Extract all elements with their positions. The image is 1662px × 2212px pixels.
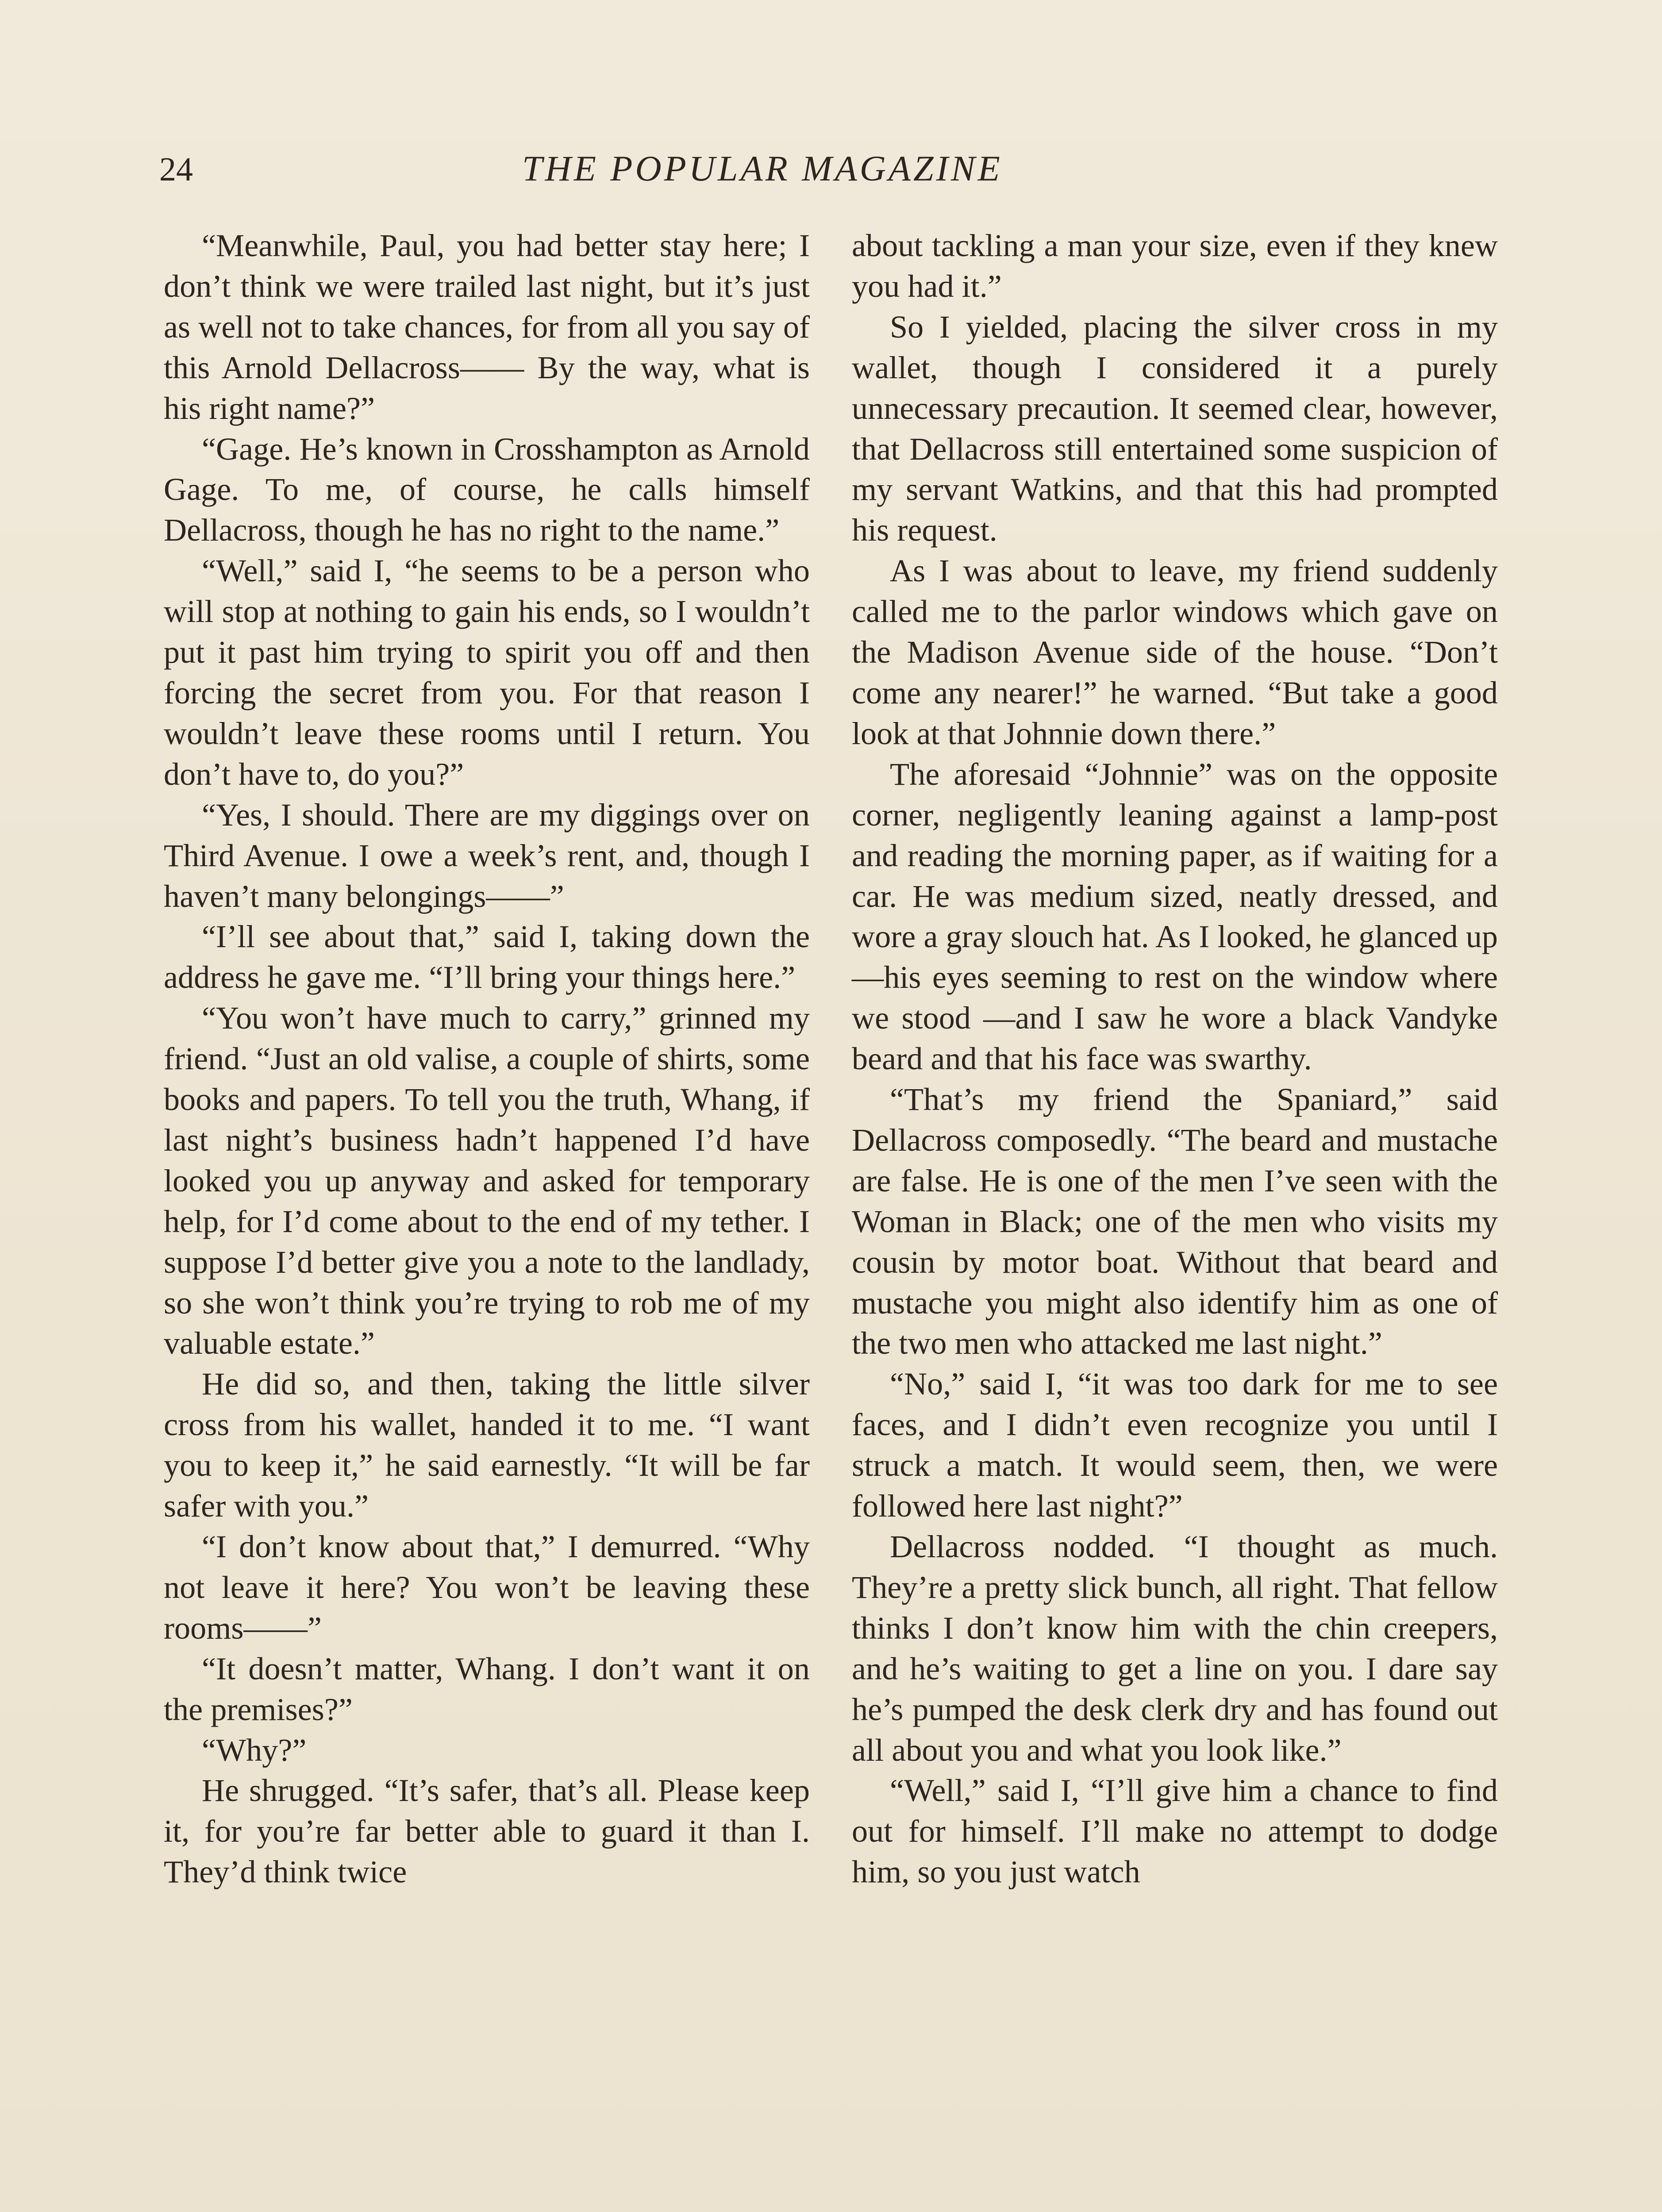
paragraph: “Meanwhile, Paul, you had better stay here; I don’t think we were trailed last night, but it’s just as well not to take chances, for from all you say of this Arnold Dellacross—— By the way, what is his right name?” [164, 228, 810, 426]
paragraph: “Why?” [202, 1732, 307, 1768]
continued-paragraph: about tackling a man your size, even if they knew you had it.” [852, 228, 1498, 304]
paragraph: The aforesaid “Johnnie” was on the opposite corner, negligently leaning against a lamp-post and reading the morning paper, as if waiting for a car. He was medium sized, neatly dressed, and wore a gray slouch hat. As I looked, he glanced up—his eyes seeming to rest on the window where we stood —and I saw he wore a black Vandyke beard and that his face was swarthy. [852, 756, 1498, 1077]
paragraph: So I yielded, placing the silver cross in my wallet, though I considered it a purely unnecessary precaution. It seemed clear, however, that Dellacross still entertained some suspicion of my servant Watkins, and that this had prompted his request. [852, 309, 1498, 548]
paragraph: “I don’t know about that,” I demurred. “Why not leave it here? You won’t be leaving these rooms——” [164, 1529, 810, 1646]
paragraph: “You won’t have much to carry,” grinned my friend. “Just an old valise, a couple of shirts, some books and papers. To tell you the truth, Whang, if last night’s business hadn’t happened I’d have looked you up anyway and asked for temporary help, for I’d come about to the end of my tether. I suppose I’d better give you a note to the landlady, so she won’t think you’re trying to rob me of my valuable estate.” [164, 1000, 810, 1361]
paragraph: “It doesn’t matter, Whang. I don’t want it on the premises?” [164, 1651, 810, 1727]
paragraph: “I’ll see about that,” said I, taking down the address he gave me. “I’ll bring your things here.” [164, 919, 810, 995]
paragraph: “Well,” said I, “I’ll give him a chance to find out for himself. I’ll make no attempt to dodge him, so you just watch [852, 1773, 1498, 1890]
paragraph: “No,” said I, “it was too dark for me to see faces, and I didn’t even recognize you until I struck a match. It would seem, then, we were followed here last night?” [852, 1366, 1498, 1524]
paragraph: “Yes, I should. There are my diggings over on Third Avenue. I owe a week’s rent, and, though I haven’t many belongings——” [164, 797, 810, 914]
paragraph: Dellacross nodded. “I thought as much. They’re a pretty slick bunch, all right. That fellow thinks I don’t know him with the chin creepers, and he’s waiting to get a line on you. I dare say he’s pumped the desk clerk dry and has found out all about you and what you look like.” [852, 1529, 1498, 1768]
left-column [164, 226, 810, 1893]
paragraph: As I was about to leave, my friend suddenly called me to the parlor windows which gave on the Madison Avenue side of the house. “Don’t come any nearer!” he warned. “But take a good look at that Johnnie down there.” [852, 553, 1498, 751]
running-head: THE POPULAR MAGAZINE [522, 148, 1003, 188]
paragraph: “Gage. He’s known in Crosshampton as Arnold Gage. To me, of course, he calls himself Dellacross, though he has no right to the name.” [164, 431, 810, 548]
page-number: 24 [159, 151, 193, 188]
paragraph: “That’s my friend the Spaniard,” said Dellacross composedly. “The beard and mustache are false. He is one of the men I’ve seen with the Woman in Black; one of the men who visits my cousin by motor boat. Without that beard and mustache you might also identify him as one of the two men who attacked me last night.” [852, 1082, 1498, 1361]
paragraph: He did so, and then, taking the little silver cross from his wallet, handed it to me. “I want you to keep it,” he said earnestly. “It will be far safer with you.” [164, 1366, 810, 1524]
paragraph: “Well,” said I, “he seems to be a person who will stop at nothing to gain his ends, so I wouldn’t put it past him trying to spirit you off and then forcing the secret from you. For that reason I wouldn’t leave these rooms until I return. You don’t have to, do you?” [164, 553, 810, 792]
paragraph: He shrugged. “It’s safer, that’s all. Please keep it, for you’re far better able to guard it than I. They’d think twice [164, 1773, 810, 1890]
right-column [852, 226, 1498, 1893]
